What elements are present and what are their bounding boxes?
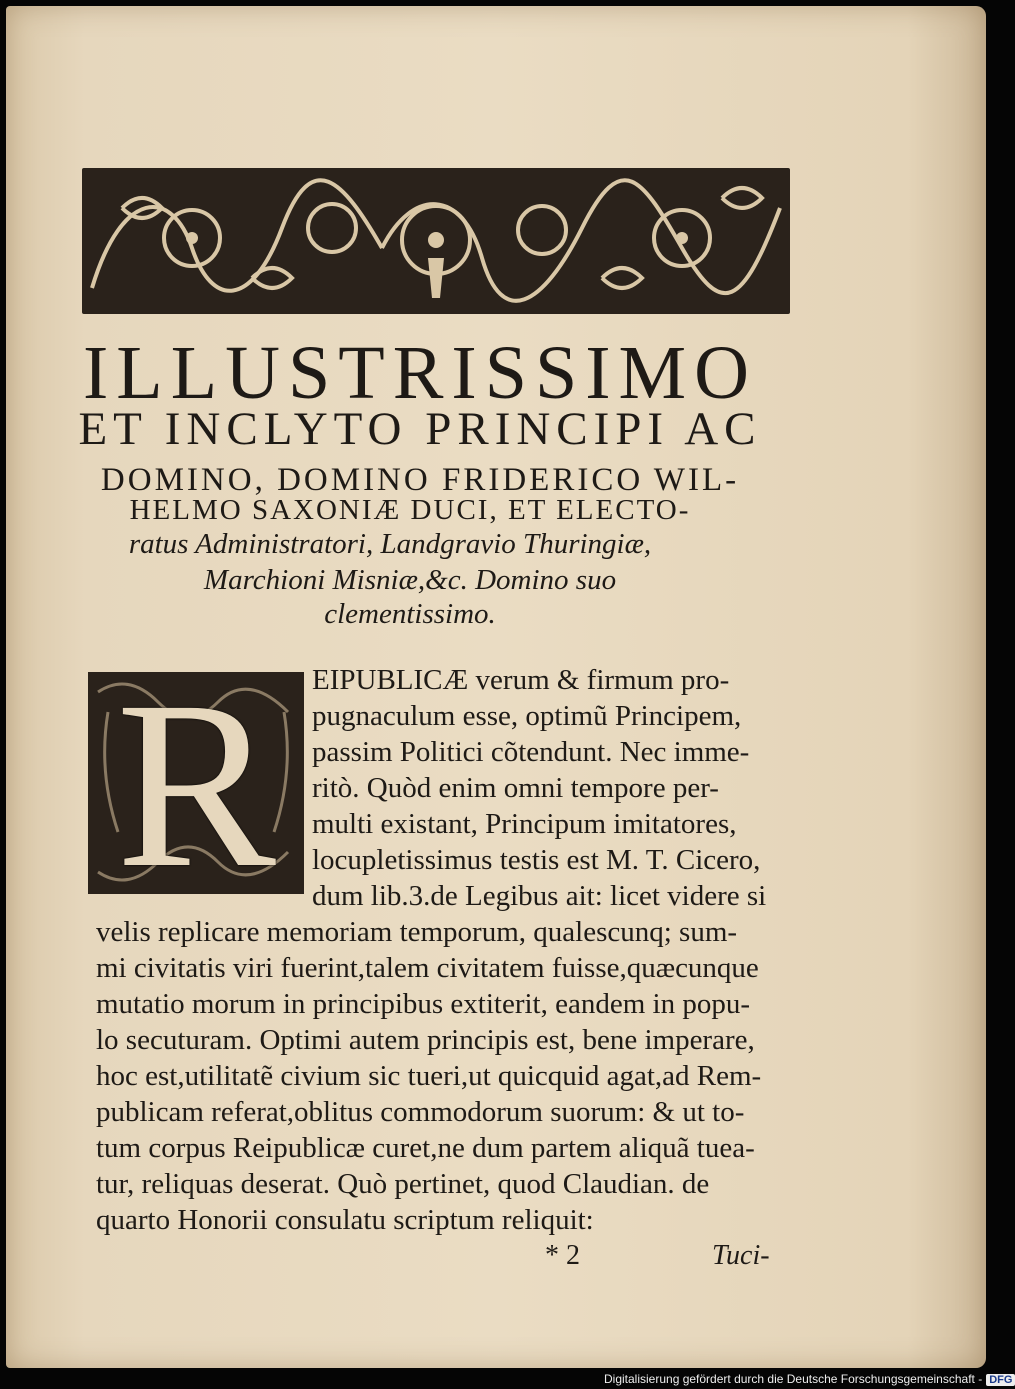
decorated-initial — [88, 651, 304, 917]
body-line: velis replicare memoriam temporum, qualescunq; sum- — [96, 916, 738, 948]
body-line: multi existant, Principum imitatores, — [312, 808, 737, 840]
initial-letter: R — [115, 651, 277, 917]
body-line: quarto Honorii consulatu scriptum reliquit: — [96, 1204, 594, 1236]
title-line-3: DOMINO, DOMINO FRIDERICO WIL- — [100, 462, 740, 498]
catchword: Tuci- — [712, 1240, 770, 1271]
body-line: tur, reliquas deserat. Quò pertinet, quod Claudian. de — [96, 1168, 710, 1200]
body-line: mutatio morum in principibus extiterit, eandem in popu- — [96, 988, 750, 1020]
body-line: pugnaculum esse, optimũ Principem, — [312, 700, 742, 732]
body-line: publicam referat,oblitus commodorum suorum: & ut to- — [96, 1096, 745, 1128]
body-line: passim Politici cõtendunt. Nec imme- — [312, 736, 750, 768]
body-line: EIPUBLICÆ verum & firmum pro- — [312, 664, 730, 696]
headpiece-ornament — [82, 168, 790, 314]
body-line: locupletissimus testis est M. T. Cicero, — [312, 844, 761, 876]
body-line: dum lib.3.de Legibus ait: licet videre si — [312, 880, 767, 912]
title-line-4: HELMO SAXONIÆ DUCI, ET ELECTO- — [129, 494, 691, 526]
dfg-logo: DFG — [986, 1374, 1015, 1386]
body-line: ritò. Quòd enim omni tempore per- — [312, 772, 719, 804]
title-line-5: ratus Administratori, Landgravio Thuringiæ, — [128, 528, 652, 560]
body-line: lo secuturam. Optimi autem principis est, bene imperare, — [96, 1024, 755, 1056]
signature-mark: * 2 — [545, 1240, 580, 1271]
title-line-7: clementissimo. — [324, 598, 496, 630]
funding-footer — [604, 1372, 1013, 1389]
title-line-1: ILLUSTRISSIMO — [82, 331, 758, 415]
footer-text: Digitalisierung gefördert durch die Deutsche Forschungsgemeinschaft - — [604, 1372, 983, 1386]
body-line: mi civitatis viri fuerint,talem civitatem fuisse,quæcunque — [96, 952, 759, 984]
title-line-2: ET INCLYTO PRINCIPI AC — [78, 403, 762, 455]
body-line: tum corpus Reipublicæ curet,ne dum partem aliquã tuea- — [96, 1132, 755, 1164]
title-line-6: Marchioni Misniæ,&c. Domino suo — [203, 564, 617, 596]
body-line: hoc est,utilitatẽ civium sic tueri,ut quicquid agat,ad Rem- — [96, 1060, 762, 1092]
